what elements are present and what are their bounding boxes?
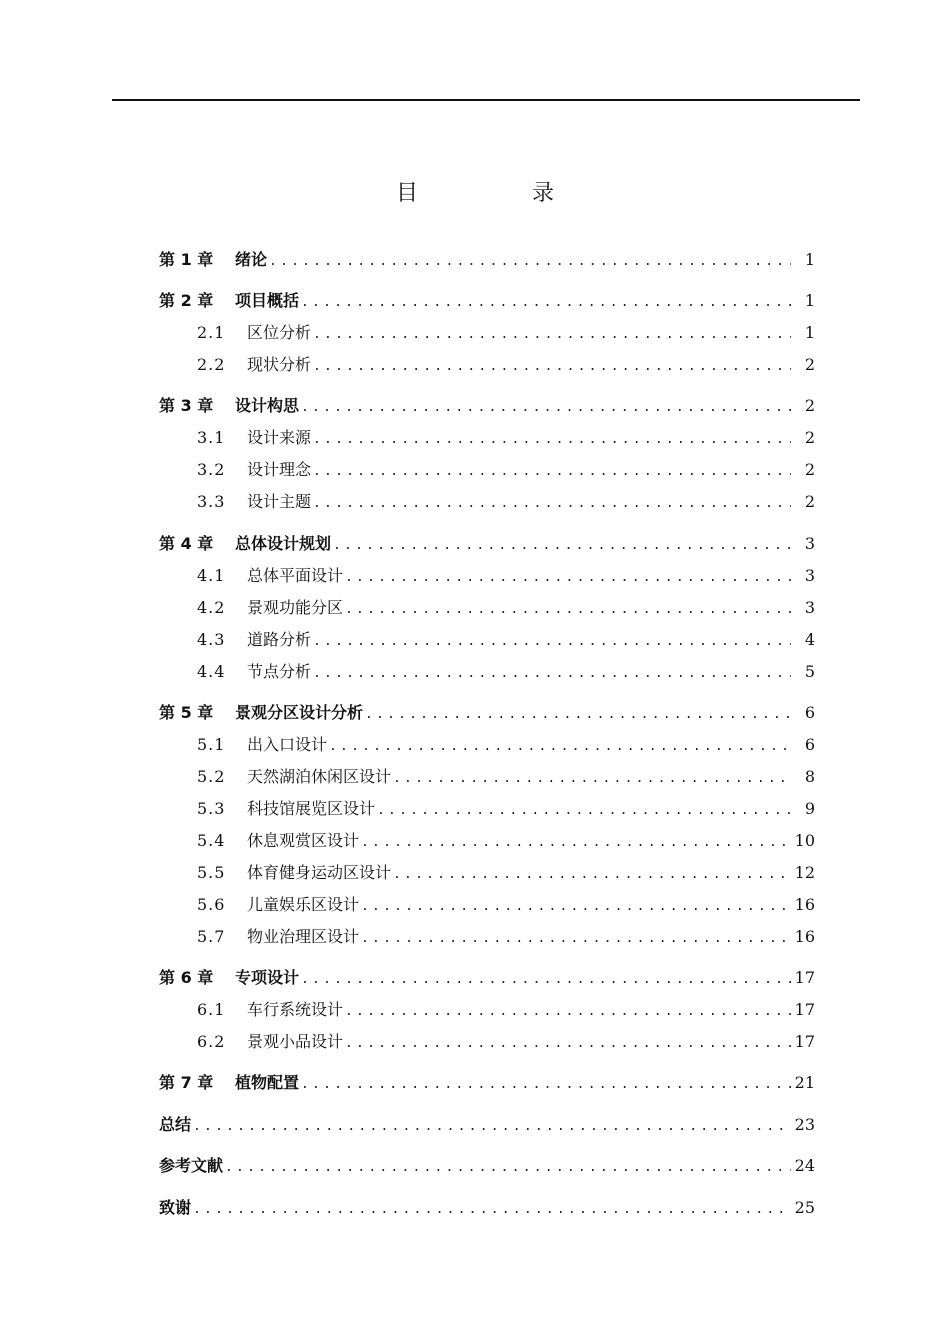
- entry-page: 1: [804, 291, 815, 310]
- dot-leader: [301, 291, 791, 315]
- toc-entry[interactable]: [159, 426, 815, 450]
- dot-leader: [313, 662, 791, 686]
- dot-leader: [313, 355, 791, 379]
- entry-number: 5.5: [197, 863, 226, 882]
- toc-entry[interactable]: [159, 458, 815, 482]
- entry-number: 3.3: [197, 492, 226, 511]
- entry-label: 景观小品设计: [247, 1032, 344, 1051]
- entry-label: 景观分区设计分析: [235, 703, 364, 722]
- dot-leader: [361, 927, 791, 951]
- entry-page: 3: [804, 566, 815, 585]
- entry-label: 致谢: [159, 1198, 192, 1217]
- entry-page: 8: [804, 767, 815, 786]
- entry-page: 17: [794, 968, 815, 987]
- toc-entry[interactable]: [159, 797, 815, 821]
- dot-leader: [193, 1198, 791, 1222]
- entry-page: 16: [794, 895, 815, 914]
- entry-number: 2.1: [197, 323, 226, 342]
- toc-entry[interactable]: [159, 248, 815, 272]
- entry-label: 总结: [159, 1115, 192, 1134]
- entry-page: 2: [804, 492, 815, 511]
- entry-label: 科技馆展览区设计: [247, 799, 376, 818]
- toc-entry[interactable]: [159, 1154, 815, 1178]
- entry-label: 设计来源: [247, 428, 312, 447]
- entry-page: 1: [804, 250, 815, 269]
- entry-number: 6.2: [197, 1032, 226, 1051]
- entry-label: 设计构思: [235, 396, 300, 415]
- entry-number: 5.4: [197, 831, 226, 850]
- entry-label: 绪论: [235, 250, 268, 269]
- toc-entry[interactable]: [159, 1030, 815, 1054]
- dot-leader: [301, 396, 791, 420]
- entry-label: 道路分析: [247, 630, 312, 649]
- toc-entry[interactable]: [159, 353, 815, 377]
- dot-leader: [345, 598, 791, 622]
- toc-entry[interactable]: [159, 701, 815, 725]
- entry-number: 第 7 章: [159, 1073, 214, 1092]
- entry-number: 5.3: [197, 799, 226, 818]
- entry-label: 景观功能分区: [247, 598, 344, 617]
- toc-entry[interactable]: [159, 1071, 815, 1095]
- toc-entry[interactable]: [159, 829, 815, 853]
- dot-leader: [313, 428, 791, 452]
- entry-label: 儿童娱乐区设计: [247, 895, 360, 914]
- entry-page: 6: [804, 703, 815, 722]
- dot-leader: [225, 1156, 791, 1180]
- entry-page: 12: [794, 863, 815, 882]
- entry-page: 17: [794, 1000, 815, 1019]
- dot-leader: [393, 767, 791, 791]
- entry-number: 第 2 章: [159, 291, 214, 310]
- entry-page: 21: [794, 1073, 815, 1092]
- toc-entry[interactable]: [159, 998, 815, 1022]
- toc-entry[interactable]: [159, 596, 815, 620]
- toc-entry[interactable]: [159, 861, 815, 885]
- entry-label: 总体设计规划: [235, 534, 332, 553]
- entry-label: 体育健身运动区设计: [247, 863, 392, 882]
- dot-leader: [301, 968, 791, 992]
- toc-title: 目 录: [395, 181, 600, 206]
- toc-entry[interactable]: [159, 966, 815, 990]
- toc-entry[interactable]: [159, 765, 815, 789]
- entry-page: 17: [794, 1032, 815, 1051]
- toc-entry[interactable]: [159, 532, 815, 556]
- entry-page: 25: [794, 1198, 815, 1217]
- entry-page: 23: [794, 1115, 815, 1134]
- entry-label: 参考文献: [159, 1156, 224, 1175]
- dot-leader: [301, 1073, 791, 1097]
- entry-label: 设计主题: [247, 492, 312, 511]
- entry-page: 2: [804, 396, 815, 415]
- dot-leader: [269, 250, 791, 274]
- toc-entry[interactable]: [159, 733, 815, 757]
- entry-page: 6: [804, 735, 815, 754]
- entry-number: 4.2: [197, 598, 226, 617]
- dot-leader: [345, 566, 791, 590]
- toc-entry[interactable]: [159, 1196, 815, 1220]
- entry-label: 物业治理区设计: [247, 927, 360, 946]
- entry-number: 第 6 章: [159, 968, 214, 987]
- entry-label: 区位分析: [247, 323, 312, 342]
- entry-page: 10: [794, 831, 815, 850]
- entry-page: 9: [804, 799, 815, 818]
- toc-entry[interactable]: [159, 564, 815, 588]
- dot-leader: [313, 630, 791, 654]
- entry-number: 4.1: [197, 566, 226, 585]
- entry-page: 2: [804, 355, 815, 374]
- entry-label: 车行系统设计: [247, 1000, 344, 1019]
- toc-entry[interactable]: [159, 893, 815, 917]
- dot-leader: [333, 534, 791, 558]
- toc-entry[interactable]: [159, 660, 815, 684]
- entry-page: 16: [794, 927, 815, 946]
- dot-leader: [365, 703, 791, 727]
- entry-number: 5.1: [197, 735, 226, 754]
- entry-label: 休息观赏区设计: [247, 831, 360, 850]
- entry-label: 总体平面设计: [247, 566, 344, 585]
- entry-label: 设计理念: [247, 460, 312, 479]
- entry-number: 4.3: [197, 630, 226, 649]
- entry-number: 6.1: [197, 1000, 226, 1019]
- dot-leader: [329, 735, 791, 759]
- toc-entry[interactable]: [159, 925, 815, 949]
- entry-label: 现状分析: [247, 355, 312, 374]
- entry-number: 2.2: [197, 355, 226, 374]
- entry-page: 3: [804, 534, 815, 553]
- entry-number: 5.7: [197, 927, 226, 946]
- toc-entry[interactable]: [159, 490, 815, 514]
- dot-leader: [393, 863, 791, 887]
- entry-page: 1: [804, 323, 815, 342]
- toc-entry[interactable]: [159, 289, 815, 313]
- entry-page: 2: [804, 460, 815, 479]
- entry-number: 第 1 章: [159, 250, 214, 269]
- dot-leader: [345, 1032, 791, 1056]
- dot-leader: [313, 492, 791, 516]
- entry-page: 2: [804, 428, 815, 447]
- dot-leader: [361, 831, 791, 855]
- entry-number: 4.4: [197, 662, 226, 681]
- entry-number: 3.2: [197, 460, 226, 479]
- header-rule: [112, 99, 860, 101]
- entry-number: 5.6: [197, 895, 226, 914]
- entry-label: 节点分析: [247, 662, 312, 681]
- dot-leader: [377, 799, 791, 823]
- toc-entry[interactable]: [159, 1113, 815, 1137]
- entry-page: 5: [804, 662, 815, 681]
- entry-label: 天然湖泊休闲区设计: [247, 767, 392, 786]
- entry-number: 5.2: [197, 767, 226, 786]
- entry-page: 3: [804, 598, 815, 617]
- dot-leader: [313, 323, 791, 347]
- entry-number: 第 3 章: [159, 396, 214, 415]
- dot-leader: [345, 1000, 791, 1024]
- dot-leader: [313, 460, 791, 484]
- toc-entry[interactable]: [159, 628, 815, 652]
- entry-label: 出入口设计: [247, 735, 328, 754]
- entry-label: 项目概括: [235, 291, 300, 310]
- toc-entry[interactable]: [159, 394, 815, 418]
- entry-label: 植物配置: [235, 1073, 300, 1092]
- entry-number: 3.1: [197, 428, 226, 447]
- dot-leader: [361, 895, 791, 919]
- entry-page: 24: [794, 1156, 815, 1175]
- entry-number: 第 5 章: [159, 703, 214, 722]
- toc-entry[interactable]: [159, 321, 815, 345]
- entry-label: 专项设计: [235, 968, 300, 987]
- dot-leader: [193, 1115, 791, 1139]
- entry-page: 4: [804, 630, 815, 649]
- entry-number: 第 4 章: [159, 534, 214, 553]
